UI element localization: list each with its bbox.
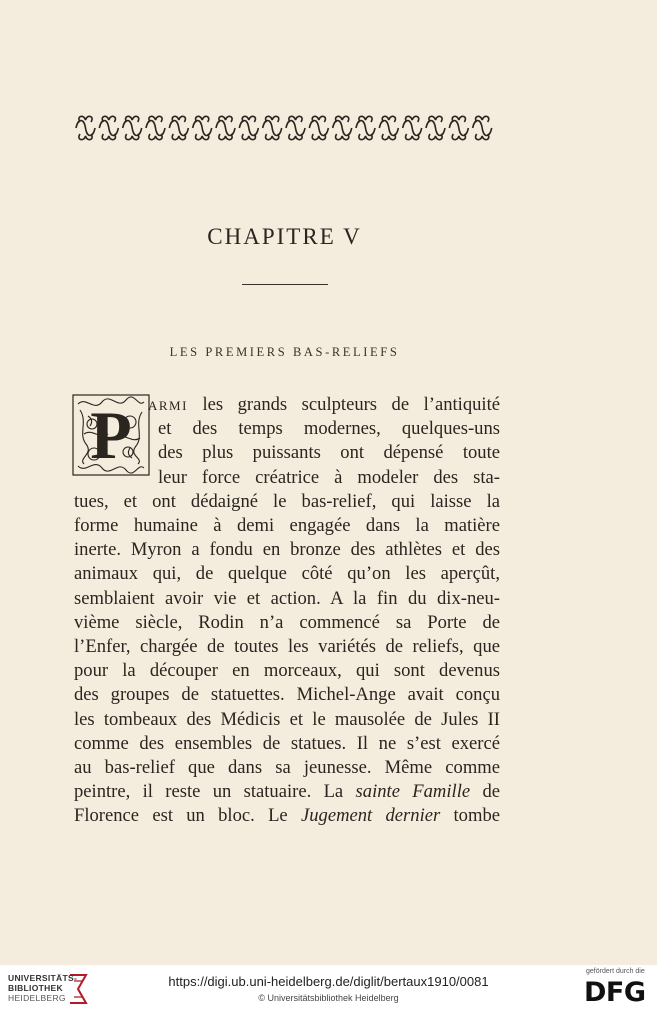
dfg-caption: gefördert durch die bbox=[586, 968, 645, 975]
text-line: les tombeaux des Médicis et le mausolée de Jules II bbox=[74, 708, 500, 730]
text-line: pour la découper en morceaux, qui sont devenus bbox=[74, 660, 500, 682]
ornament-motif bbox=[333, 116, 352, 139]
text-line: peintre, il reste un statuaire. La sainte Famille de bbox=[74, 781, 500, 803]
copyright-text: © Universitätsbibliothek Heidelberg bbox=[258, 993, 399, 1003]
text-line: animaux qui, de quelque côté qu’on les aperçût, bbox=[74, 563, 500, 585]
text-line: des plus puissants ont dépensé toute bbox=[158, 442, 500, 464]
ornament-motif bbox=[99, 116, 118, 139]
ornament-motif bbox=[216, 116, 235, 139]
ornament-motif bbox=[426, 116, 445, 139]
uni-name[interactable]: UNIVERSITÄTS- BIBLIOTHEK HEIDELBERG bbox=[8, 973, 78, 1003]
page-url-link[interactable]: https://digi.ub.uni-heidelberg.de/diglit/bertaux1910/0081 bbox=[168, 974, 489, 989]
ornament-motif bbox=[449, 116, 468, 139]
text-line: comme des ensembles de statues. Il ne s’est exercé bbox=[74, 732, 500, 754]
ornament-motif bbox=[309, 116, 328, 139]
text-line: semblaient avoir vie et action. A la fin du dix-neu- bbox=[74, 587, 500, 609]
section-title: LES PREMIERS BAS-RELIEFS bbox=[169, 345, 400, 359]
ornament-motif bbox=[123, 116, 142, 139]
ornament-motif bbox=[379, 116, 398, 139]
footer-bar bbox=[0, 965, 657, 1012]
ornament-motif bbox=[146, 116, 165, 139]
ornament-motif bbox=[356, 116, 375, 139]
ornament-motif bbox=[169, 116, 188, 139]
ornament-motif bbox=[193, 116, 212, 139]
ornament-motif bbox=[239, 116, 258, 139]
ornament-motif bbox=[403, 116, 422, 139]
ornament-motif bbox=[286, 116, 305, 139]
ornament-motif bbox=[263, 116, 282, 139]
dropcap-ornament bbox=[72, 394, 150, 476]
text-line: leur force créatrice à modeler des sta- bbox=[158, 466, 500, 488]
text-line: au bas-relief que dans sa jeunesse. Même comme bbox=[74, 757, 500, 778]
ornament-band bbox=[74, 108, 494, 148]
dropcap-letter: P bbox=[90, 397, 132, 473]
text-line: et des temps modernes, quelques-uns bbox=[158, 418, 500, 440]
chapter-title: CHAPITRE V bbox=[207, 224, 362, 249]
text-line: vième siècle, Rodin n’a commencé sa Porte de bbox=[74, 611, 500, 633]
text-line: tues, et ont dédaigné le bas-relief, qui laisse la bbox=[74, 490, 500, 512]
text-line: forme humaine à demi engagée dans la matière bbox=[74, 515, 500, 536]
ornament-motif bbox=[76, 116, 95, 139]
ornament-motif bbox=[473, 116, 492, 139]
text-line: inerte. Myron a fondu en bronze des athlètes et des bbox=[74, 539, 500, 561]
text-line: ARMI les grands sculpteurs de l’antiquité bbox=[148, 394, 500, 415]
text-line: l’Enfer, chargée de toutes les variétés de reliefs, que bbox=[74, 636, 500, 657]
text-line: des groupes de statuettes. Michel-Ange avait conçu bbox=[74, 684, 500, 706]
text-line: Florence est un bloc. Le Jugement dernier tombe bbox=[74, 805, 500, 827]
title-rule bbox=[242, 284, 328, 285]
dfg-logo[interactable]: DFG bbox=[584, 977, 646, 1008]
